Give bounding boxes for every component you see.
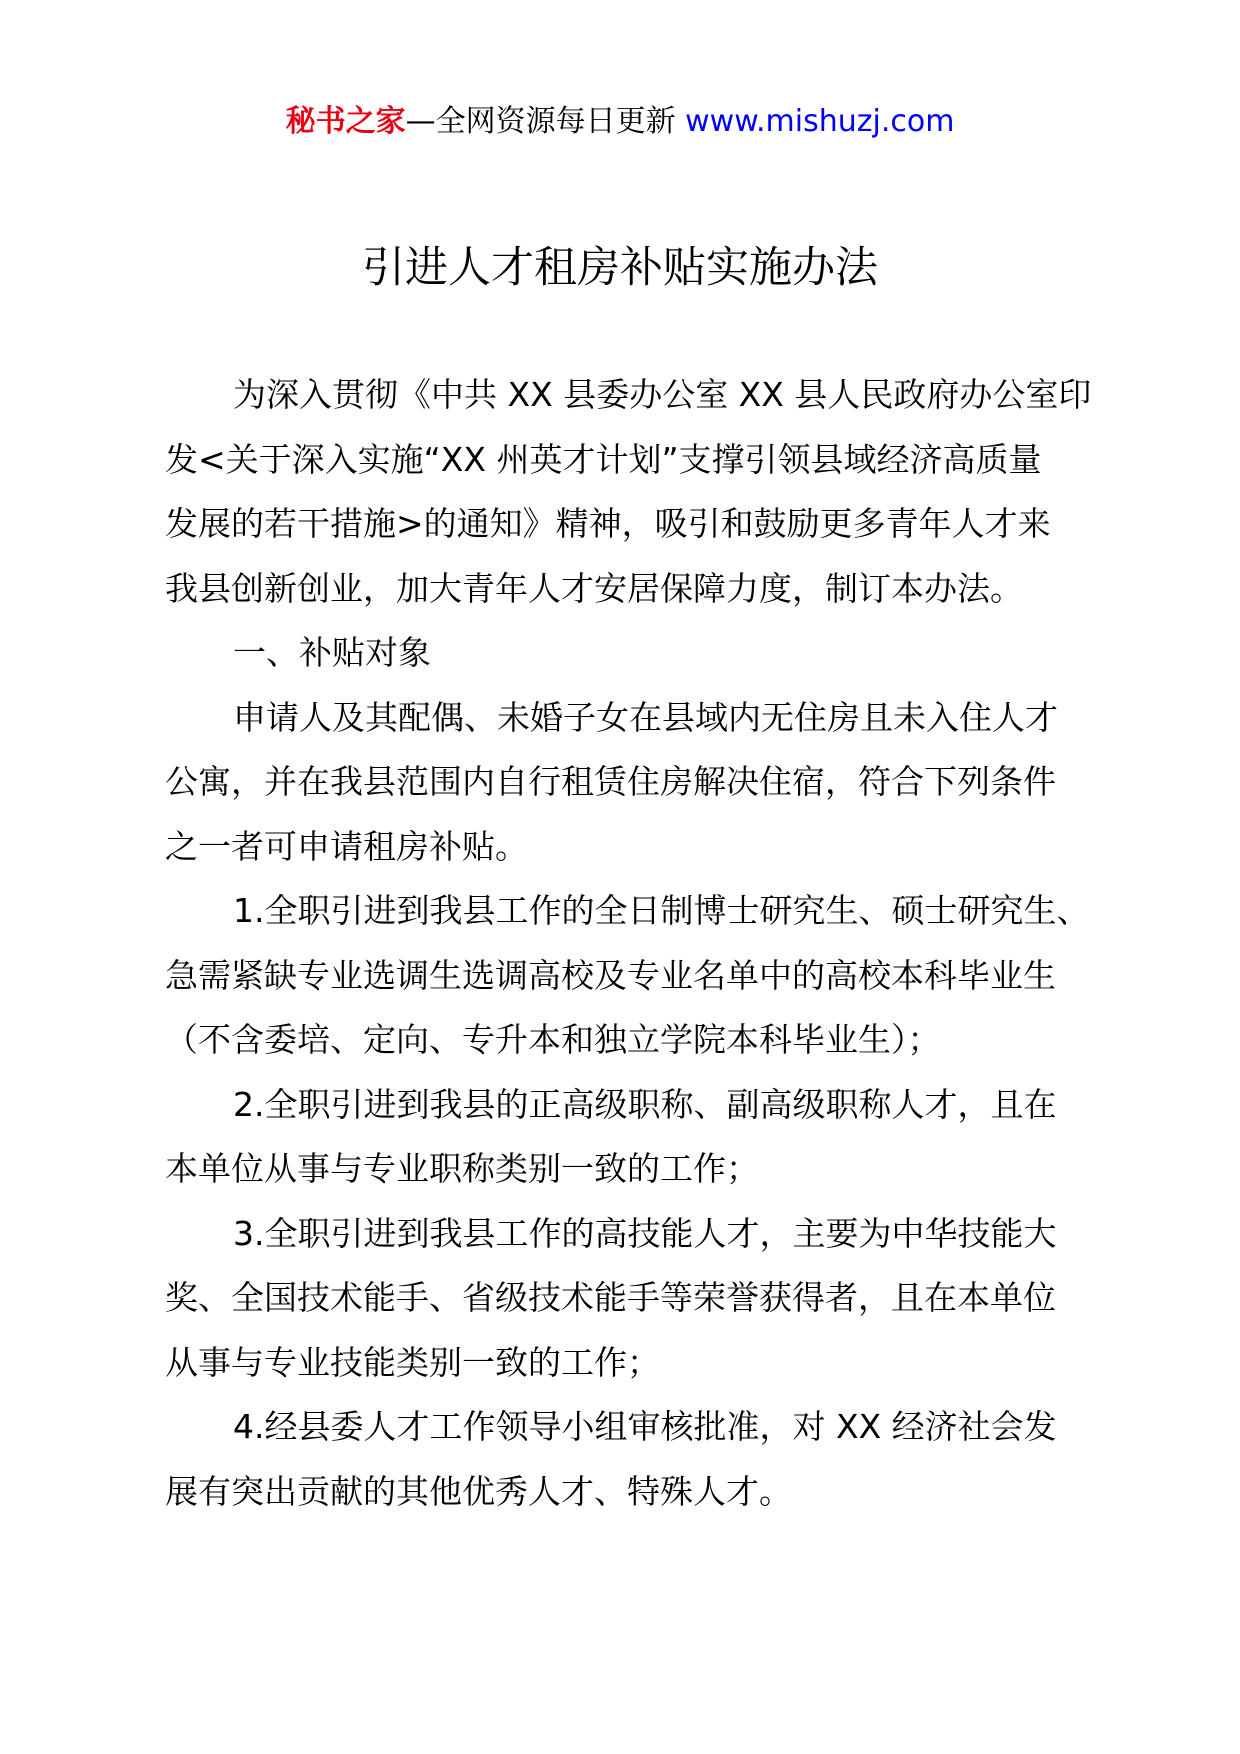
paragraph: [165, 686, 1085, 880]
paragraph-line: 本单位从事与专业职称类别一致的工作；: [165, 1149, 759, 1188]
document-body: [165, 363, 1092, 1524]
paragraph-line: 发展的若干措施>的通知》精神，吸引和鼓励更多青年人才来: [165, 504, 1051, 543]
paragraph-line: 奖、全国技术能手、省级技术能手等荣誉获得者，且在本单位: [165, 1278, 1056, 1317]
paragraph-line: 申请人及其配偶、未婚子女在县域内无住房且未入住人才: [233, 697, 1058, 737]
paragraph-line: 公寓，并在我县范围内自行租赁住房解决住宿，符合下列条件: [165, 762, 1056, 801]
paragraph-line: 为深入贯彻《中共 XX 县委办公室 XX 县人民政府办公室印: [233, 375, 1092, 414]
document-title: 引进人才租房补贴实施办法: [362, 243, 878, 293]
brand-name: 秘书之家: [285, 104, 406, 139]
paragraph: [165, 1202, 1085, 1396]
paragraph-line: 一、补贴对象: [233, 633, 431, 672]
paragraph-line: 从事与专业技能类别一致的工作；: [165, 1342, 660, 1382]
paragraph-line: 之一者可申请租房补贴。: [165, 826, 528, 866]
paragraph-line: 我县创新创业，加大青年人才安居保障力度，制订本办法。: [165, 568, 1023, 608]
paragraph-line: 2.全职引进到我县的正高级职称、副高级职称人才，且在: [233, 1084, 1057, 1124]
site-url-link[interactable]: www.mishuzj.com: [685, 104, 955, 139]
paragraph-line: 发<关于深入实施“XX 州英才计划”支撑引领县域经济高质量: [165, 439, 1042, 479]
paragraph: [165, 1073, 1085, 1202]
site-header: [0, 102, 1240, 142]
paragraph-line: 展有突出贡献的其他优秀人才、特殊人才。: [165, 1471, 792, 1511]
paragraph-line: 3.全职引进到我县工作的高技能人才，主要为中华技能大: [233, 1213, 1057, 1253]
site-tagline: —全网资源每日更新: [405, 104, 676, 139]
paragraph: [165, 363, 1092, 621]
paragraph: [165, 621, 1085, 686]
paragraph: [165, 1395, 1085, 1524]
paragraph: [165, 879, 1090, 1073]
paragraph-line: （不含委培、定向、专升本和独立学院本科毕业生）；: [165, 1020, 941, 1059]
paragraph-line: 1.全职引进到我县工作的全日制博士研究生、硕士研究生、: [233, 891, 1090, 930]
paragraph-line: 急需紧缺专业选调生选调高校及专业名单中的高校本科毕业生: [165, 955, 1056, 995]
paragraph-line: 4.经县委人才工作领导小组审核批准，对 XX 经济社会发: [233, 1407, 1057, 1446]
